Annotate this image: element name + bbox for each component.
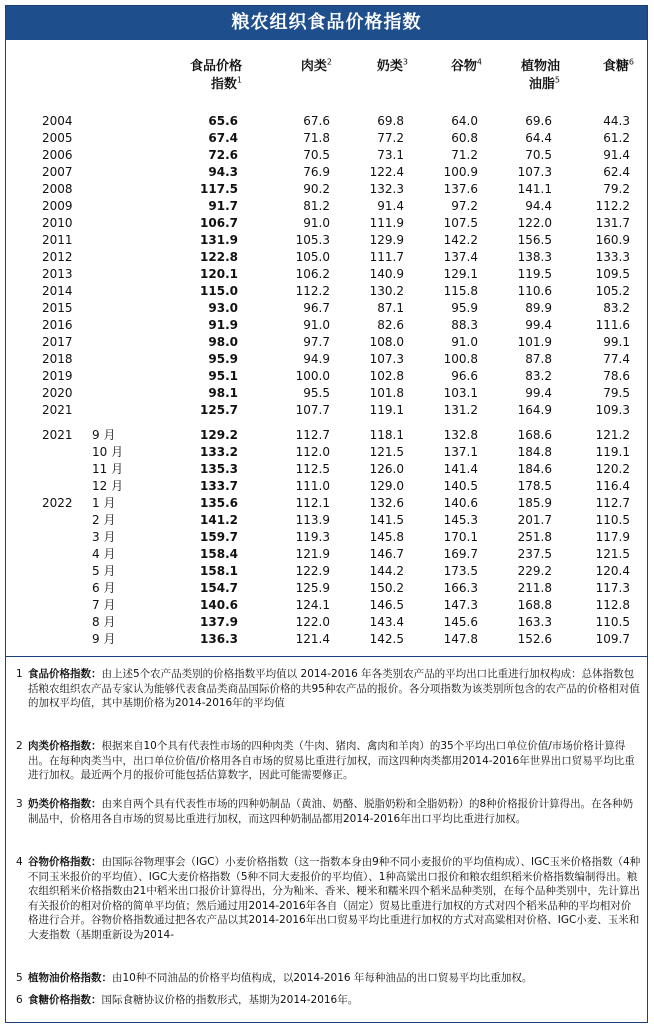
footnote-1 [16, 667, 641, 711]
cell-dairy: 107.3 [369, 352, 404, 366]
cell-year: 2004 [42, 114, 73, 128]
cell-sugar: 109.5 [595, 267, 630, 281]
cell-sugar: 109.7 [595, 632, 630, 646]
cell-year: 2005 [42, 131, 73, 145]
col-header-oils-line1: 植物油 [520, 59, 560, 74]
cell-cereals: 88.3 [451, 318, 478, 332]
cell-cereals: 91.0 [451, 335, 478, 349]
cell-month: 7 月 [92, 598, 116, 612]
cell-sugar: 120.4 [595, 564, 630, 578]
cell-oils: 184.6 [517, 462, 552, 476]
cell-oils: 168.6 [517, 428, 552, 442]
cell-meat: 121.4 [295, 632, 330, 646]
cell-sugar: 61.2 [603, 131, 630, 145]
col-header-food-line1: 食品价格 [189, 59, 242, 74]
cell-month: 11 月 [92, 462, 124, 476]
cell-sugar: 131.7 [595, 216, 630, 230]
cell-meat: 112.2 [295, 284, 330, 298]
cell-cereals: 129.1 [443, 267, 478, 281]
cell-food: 158.4 [200, 547, 238, 561]
cell-cereals: 173.5 [443, 564, 478, 578]
cell-oils: 156.5 [517, 233, 552, 247]
cell-sugar: 79.5 [603, 386, 630, 400]
cell-cereals: 137.1 [443, 445, 478, 459]
footnote-3 [16, 797, 641, 826]
cell-dairy: 145.8 [369, 530, 404, 544]
cell-year: 2016 [42, 318, 73, 332]
cell-sugar: 117.3 [595, 581, 630, 595]
cell-dairy: 140.9 [369, 267, 404, 281]
cell-meat: 106.2 [295, 267, 330, 281]
cell-cereals: 100.8 [443, 352, 478, 366]
cell-cereals: 107.5 [443, 216, 478, 230]
table-row [6, 615, 647, 630]
cell-oils: 163.3 [517, 615, 552, 629]
table-row [6, 148, 647, 163]
table-row [6, 284, 647, 299]
cell-cereals: 145.6 [443, 615, 478, 629]
cell-dairy: 129.9 [369, 233, 404, 247]
cell-year: 2017 [42, 335, 73, 349]
footnote-label: 谷物价格指数： [28, 856, 102, 868]
cell-dairy: 102.8 [369, 369, 404, 383]
cell-oils: 138.3 [517, 250, 552, 264]
cell-meat: 112.7 [295, 428, 330, 442]
footnote-6 [16, 993, 641, 1008]
cell-meat: 71.8 [303, 131, 330, 145]
cell-food: 72.6 [208, 148, 238, 162]
cell-meat: 81.2 [303, 199, 330, 213]
cell-month: 6 月 [92, 581, 116, 595]
cell-month: 9 月 [92, 428, 116, 442]
cell-year: 2009 [42, 199, 73, 213]
cell-oils: 178.5 [517, 479, 552, 493]
footnote-number: 6 [16, 994, 23, 1006]
cell-cereals: 145.3 [443, 513, 478, 527]
cell-dairy: 132.6 [369, 496, 404, 510]
cell-food: 98.1 [208, 386, 238, 400]
cell-meat: 94.9 [303, 352, 330, 366]
cell-dairy: 142.5 [369, 632, 404, 646]
cell-meat: 90.2 [303, 182, 330, 196]
cell-cereals: 132.8 [443, 428, 478, 442]
cell-cereals: 141.4 [443, 462, 478, 476]
cell-dairy: 121.5 [369, 445, 404, 459]
cell-sugar: 91.4 [603, 148, 630, 162]
cell-cereals: 137.6 [443, 182, 478, 196]
cell-sugar: 112.8 [595, 598, 630, 612]
cell-sugar: 121.2 [595, 428, 630, 442]
cell-oils: 87.8 [525, 352, 552, 366]
cell-cereals: 170.1 [443, 530, 478, 544]
cell-food: 136.3 [200, 632, 238, 646]
cell-meat: 124.1 [295, 598, 330, 612]
cell-year: 2018 [42, 352, 73, 366]
cell-meat: 97.7 [303, 335, 330, 349]
table-row [6, 250, 647, 265]
cell-sugar: 78.6 [603, 369, 630, 383]
cell-oils: 94.4 [525, 199, 552, 213]
footnote-2 [16, 739, 641, 783]
cell-oils: 70.5 [525, 148, 552, 162]
cell-food: 94.3 [208, 165, 238, 179]
cell-sugar: 133.3 [595, 250, 630, 264]
cell-cereals: 140.5 [443, 479, 478, 493]
table-row [6, 369, 647, 384]
table-row [6, 462, 647, 477]
cell-meat: 105.0 [295, 250, 330, 264]
cell-cereals: 97.2 [451, 199, 478, 213]
cell-meat: 122.0 [295, 615, 330, 629]
cell-dairy: 141.5 [369, 513, 404, 527]
cell-food: 125.7 [200, 403, 238, 417]
footnote-text: 由上述5个农产品类别的价格指数平均值以 2014-2016 年各类别农产品的平均出口比重进行加权构成：总体指数包括粮农组织农产品专家认为能够代表食品类商品国际价格的共95种农产品的报价。各分项指数为该类别所包含的农产品的价格相对值的加权平均值，其中基期价格为2014-2016年的平均值 [28, 668, 640, 709]
cell-meat: 95.5 [303, 386, 330, 400]
cell-food: 120.1 [200, 267, 238, 281]
cell-year: 2008 [42, 182, 73, 196]
table-row [6, 165, 647, 180]
cell-food: 159.7 [200, 530, 238, 544]
col-header-food-price-index [176, 58, 242, 94]
cell-food: 91.9 [208, 318, 238, 332]
table-row [6, 496, 647, 511]
footnote-ref-2: 2 [326, 57, 332, 67]
table-row [6, 335, 647, 350]
cell-oils: 201.7 [517, 513, 552, 527]
table-row [6, 182, 647, 197]
cell-sugar: 105.2 [595, 284, 630, 298]
footnote-label: 食品价格指数： [28, 668, 102, 680]
fao-food-price-index-panel [5, 5, 648, 1023]
cell-food: 122.8 [200, 250, 238, 264]
cell-meat: 122.9 [295, 564, 330, 578]
table-row [6, 632, 647, 647]
cell-month: 4 月 [92, 547, 116, 561]
cell-food: 140.6 [200, 598, 238, 612]
cell-food: 65.6 [208, 114, 238, 128]
cell-sugar: 110.5 [595, 615, 630, 629]
cell-month: 2 月 [92, 513, 116, 527]
cell-cereals: 100.9 [443, 165, 478, 179]
footnote-number: 5 [16, 972, 23, 984]
cell-year: 2006 [42, 148, 73, 162]
col-header-vegetable-oils [502, 58, 560, 94]
footnote-text: 由10种不同油品的价格平均值构成，以2014-2016 年每种油品的出口贸易平均比重加权。 [112, 972, 533, 984]
cell-month: 3 月 [92, 530, 116, 544]
cell-sugar: 119.1 [595, 445, 630, 459]
cell-food: 93.0 [208, 301, 238, 315]
cell-sugar: 116.4 [595, 479, 630, 493]
cell-oils: 122.0 [517, 216, 552, 230]
cell-year: 2007 [42, 165, 73, 179]
cell-dairy: 91.4 [377, 199, 404, 213]
cell-dairy: 144.2 [369, 564, 404, 578]
cell-sugar: 117.9 [595, 530, 630, 544]
cell-dairy: 111.7 [369, 250, 404, 264]
col-header-cereals: 谷物$^4$ [450, 57, 482, 74]
cell-oils: 69.6 [525, 114, 552, 128]
footnote-label: 食糖价格指数： [28, 994, 102, 1006]
cell-meat: 119.3 [295, 530, 330, 544]
cell-meat: 112.5 [295, 462, 330, 476]
col-header-dairy: 奶类$^3$ [376, 57, 408, 74]
footnote-ref-1: 1 [236, 75, 242, 85]
cell-food: 106.7 [200, 216, 238, 230]
cell-food: 131.9 [200, 233, 238, 247]
cell-dairy: 146.7 [369, 547, 404, 561]
cell-sugar: 120.2 [595, 462, 630, 476]
cell-food: 154.7 [200, 581, 238, 595]
cell-dairy: 143.4 [369, 615, 404, 629]
footnote-label: 肉类价格指数： [28, 740, 102, 752]
table-row [6, 301, 647, 316]
cell-year: 2012 [42, 250, 73, 264]
cell-sugar: 99.1 [603, 335, 630, 349]
cell-oils: 184.8 [517, 445, 552, 459]
footnote-number: 3 [16, 798, 23, 810]
cell-food: 95.9 [208, 352, 238, 366]
cell-food: 137.9 [200, 615, 238, 629]
cell-cereals: 131.2 [443, 403, 478, 417]
cell-food: 115.0 [200, 284, 238, 298]
cell-year: 2013 [42, 267, 73, 281]
table-row [6, 131, 647, 146]
table-row [6, 267, 647, 282]
col-header-oils-line2: 油脂$^5$ [528, 75, 560, 92]
cell-food: 98.0 [208, 335, 238, 349]
footnote-text: 由来自两个具有代表性市场的四种奶制品（黄油、奶酪、脱脂奶粉和全脂奶粉）的8种价格报价计算得出。在各种奶制品中，价格用各自市场的贸易比重进行加权，而这四种奶制品都用2014-2016年出口平均比重进行加权。 [28, 798, 634, 825]
cell-month: 5 月 [92, 564, 116, 578]
cell-sugar: 62.4 [603, 165, 630, 179]
cell-month: 9 月 [92, 632, 116, 646]
cell-year: 2015 [42, 301, 73, 315]
table-row [6, 479, 647, 494]
cell-sugar: 110.5 [595, 513, 630, 527]
cell-oils: 101.9 [517, 335, 552, 349]
cell-dairy: 73.1 [377, 148, 404, 162]
price-index-table [6, 40, 647, 657]
cell-sugar: 160.9 [595, 233, 630, 247]
cell-month: 1 月 [92, 496, 116, 510]
cell-sugar: 44.3 [603, 114, 630, 128]
cell-meat: 100.0 [295, 369, 330, 383]
cell-oils: 99.4 [525, 386, 552, 400]
cell-oils: 110.6 [517, 284, 552, 298]
cell-meat: 91.0 [303, 318, 330, 332]
cell-sugar: 121.5 [595, 547, 630, 561]
cell-cereals: 115.8 [443, 284, 478, 298]
cell-sugar: 112.7 [595, 496, 630, 510]
cell-year: 2011 [42, 233, 73, 247]
footnote-ref-6: 6 [628, 57, 634, 67]
cell-year: 2020 [42, 386, 73, 400]
cell-year: 2019 [42, 369, 73, 383]
cell-month: 8 月 [92, 615, 116, 629]
table-row [6, 233, 647, 248]
footnote-text: 国际食糖协议价格的指数形式，基期为2014-2016年。 [101, 994, 359, 1006]
footnote-number: 4 [16, 856, 23, 868]
col-header-food-line2: 指数$^1$ [210, 75, 242, 92]
cell-dairy: 82.6 [377, 318, 404, 332]
table-row [6, 530, 647, 545]
cell-cereals: 169.7 [443, 547, 478, 561]
cell-dairy: 111.9 [369, 216, 404, 230]
cell-year: 2022 [42, 496, 73, 510]
cell-oils: 89.9 [525, 301, 552, 315]
cell-cereals: 95.9 [451, 301, 478, 315]
footnote-text: 根据来自10个具有代表性市场的四种肉类（牛肉、猪肉、禽肉和羊肉）的35个平均出口单位价值/市场价格计算得出。在每种肉类当中，出口单位价值/价格用各自市场的贸易比重进行加权，而这四种肉类都用2014-2016年世界出口贸易平均比重进行加权。最近两个月的报价可能包括估算数字，因此可能需要修正。 [28, 740, 635, 781]
table-row [6, 403, 647, 418]
table-row [6, 199, 647, 214]
cell-sugar: 112.2 [595, 199, 630, 213]
footnote-text: 由国际谷物理事会（IGC）小麦价格指数（这一指数本身由9种不同小麦报价的平均值构成）、IGC玉米价格指数（4种不同玉米报价的平均值）、IGC大麦价格指数（5种不同大麦报价的平均值）、1种高粱出口报价和粮农组织稻米价格指数编制得出。粮农组织稻米价格指数由21中稻米出口报价计算得出，分为籼米、香米、粳米和糯米四个稻米品种类别，在每个品种类别中，先计算出有关报价的相对价格的简单平均值；然后通过用2014-2016年各自（固定）贸易比重进行加权的方式对四个稻米品种的平均相对价格进行合并。谷物价格指数通过把各农产品以其2014-2016年出口贸易平均比重进行加权的方式对高粱相对价格、IGC小麦、玉米和大麦指数（基期重新设为2014- [28, 856, 641, 941]
cell-meat: 107.7 [295, 403, 330, 417]
table-row [6, 513, 647, 528]
cell-food: 158.1 [200, 564, 238, 578]
cell-meat: 105.3 [295, 233, 330, 247]
footnote-4 [16, 855, 641, 942]
footnote-number: 2 [16, 740, 23, 752]
table-row [6, 428, 647, 443]
footnote-5 [16, 971, 641, 986]
cell-food: 95.1 [208, 369, 238, 383]
cell-dairy: 77.2 [377, 131, 404, 145]
cell-dairy: 119.1 [369, 403, 404, 417]
table-row [6, 216, 647, 231]
cell-year: 2021 [42, 403, 73, 417]
cell-cereals: 147.3 [443, 598, 478, 612]
page-title: 粮农组织食品价格指数 [6, 6, 647, 40]
col-header-sugar: 食糖$^6$ [602, 57, 634, 74]
table-row [6, 564, 647, 579]
cell-oils: 83.2 [525, 369, 552, 383]
cell-dairy: 122.4 [369, 165, 404, 179]
cell-food: 117.5 [200, 182, 238, 196]
cell-dairy: 130.2 [369, 284, 404, 298]
footnote-ref-4: 4 [476, 57, 482, 67]
cell-cereals: 166.3 [443, 581, 478, 595]
cell-meat: 96.7 [303, 301, 330, 315]
cell-meat: 125.9 [295, 581, 330, 595]
table-row [6, 318, 647, 333]
cell-meat: 121.9 [295, 547, 330, 561]
cell-meat: 76.9 [303, 165, 330, 179]
cell-dairy: 150.2 [369, 581, 404, 595]
cell-meat: 112.1 [295, 496, 330, 510]
cell-oils: 99.4 [525, 318, 552, 332]
footnote-ref-5: 5 [554, 75, 560, 85]
cell-sugar: 79.2 [603, 182, 630, 196]
table-row [6, 386, 647, 401]
cell-cereals: 140.6 [443, 496, 478, 510]
cell-oils: 251.8 [517, 530, 552, 544]
cell-sugar: 77.4 [603, 352, 630, 366]
cell-meat: 70.5 [303, 148, 330, 162]
cell-meat: 91.0 [303, 216, 330, 230]
cell-oils: 152.6 [517, 632, 552, 646]
cell-cereals: 147.8 [443, 632, 478, 646]
table-row [6, 114, 647, 129]
cell-food: 135.6 [200, 496, 238, 510]
cell-dairy: 108.0 [369, 335, 404, 349]
cell-sugar: 111.6 [595, 318, 630, 332]
cell-dairy: 118.1 [369, 428, 404, 442]
cell-cereals: 71.2 [451, 148, 478, 162]
table-row [6, 598, 647, 613]
cell-dairy: 129.0 [369, 479, 404, 493]
table-row [6, 581, 647, 596]
cell-oils: 141.1 [517, 182, 552, 196]
cell-oils: 229.2 [517, 564, 552, 578]
cell-food: 91.7 [208, 199, 238, 213]
cell-cereals: 103.1 [443, 386, 478, 400]
cell-oils: 107.3 [517, 165, 552, 179]
cell-dairy: 87.1 [377, 301, 404, 315]
footnote-label: 奶类价格指数： [28, 798, 102, 810]
cell-year: 2021 [42, 428, 73, 442]
cell-oils: 164.9 [517, 403, 552, 417]
cell-sugar: 83.2 [603, 301, 630, 315]
cell-food: 135.3 [200, 462, 238, 476]
cell-cereals: 60.8 [451, 131, 478, 145]
cell-dairy: 69.8 [377, 114, 404, 128]
footnote-label: 植物油价格指数： [28, 972, 112, 984]
cell-meat: 111.0 [295, 479, 330, 493]
cell-oils: 119.5 [517, 267, 552, 281]
cell-food: 67.4 [208, 131, 238, 145]
cell-month: 12 月 [92, 479, 124, 493]
cell-food: 141.2 [200, 513, 238, 527]
cell-cereals: 137.4 [443, 250, 478, 264]
cell-oils: 237.5 [517, 547, 552, 561]
table-row [6, 547, 647, 562]
cell-year: 2010 [42, 216, 73, 230]
cell-meat: 112.0 [295, 445, 330, 459]
cell-oils: 185.9 [517, 496, 552, 510]
cell-oils: 168.8 [517, 598, 552, 612]
footnote-ref-3: 3 [402, 57, 408, 67]
cell-food: 133.2 [200, 445, 238, 459]
cell-sugar: 109.3 [595, 403, 630, 417]
cell-year: 2014 [42, 284, 73, 298]
col-header-meat: 肉类$^2$ [300, 57, 332, 74]
cell-oils: 64.4 [525, 131, 552, 145]
cell-month: 10 月 [92, 445, 124, 459]
footnote-number: 1 [16, 668, 23, 680]
table-row [6, 352, 647, 367]
cell-food: 133.7 [200, 479, 238, 493]
cell-dairy: 101.8 [369, 386, 404, 400]
cell-food: 129.2 [200, 428, 238, 442]
table-row [6, 445, 647, 460]
cell-cereals: 64.0 [451, 114, 478, 128]
cell-meat: 67.6 [303, 114, 330, 128]
cell-cereals: 96.6 [451, 369, 478, 383]
cell-cereals: 142.2 [443, 233, 478, 247]
cell-meat: 113.9 [295, 513, 330, 527]
cell-dairy: 126.0 [369, 462, 404, 476]
cell-dairy: 132.3 [369, 182, 404, 196]
cell-oils: 211.8 [517, 581, 552, 595]
cell-dairy: 146.5 [369, 598, 404, 612]
